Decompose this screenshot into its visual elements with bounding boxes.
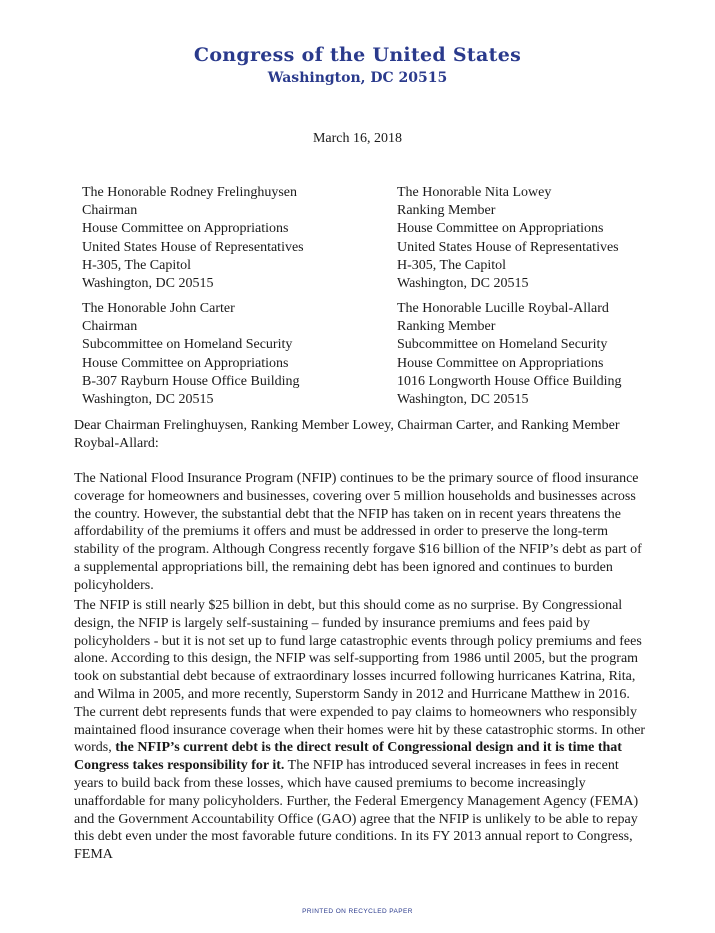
addressee-line: House Committee on Appropriations [82, 221, 289, 237]
addressee-name: The Honorable Lucille Roybal-Allard [397, 301, 609, 316]
addressee-line: Washington, DC 20515 [397, 276, 529, 292]
addressee-block [397, 300, 622, 409]
letterhead-location: Washington, DC 20515 [267, 70, 448, 86]
addressee-name: The Honorable John Carter [82, 301, 235, 316]
addressee-block [82, 184, 304, 293]
addressee-line: House Committee on Appropriations [397, 221, 604, 237]
addressee-line: House Committee on Appropriations [397, 355, 604, 371]
recycled-paper-notice: PRINTED ON RECYCLED PAPER [302, 908, 413, 915]
addressee-line: Chairman [82, 203, 138, 219]
paragraph-debt [74, 597, 646, 864]
addressee-line: Washington, DC 20515 [82, 392, 214, 408]
addressee-name: The Honorable Nita Lowey [397, 185, 552, 200]
addressee-line: United States House of Representatives [397, 239, 619, 255]
addressee-line: H-305, The Capitol [82, 257, 192, 273]
addressee-line: House Committee on Appropriations [82, 355, 289, 371]
addressee-line: Ranking Member [397, 319, 496, 335]
letterhead-title: Congress of the United States [193, 44, 522, 66]
paragraph-text: The NFIP has introduced several increases in fees in recent years to build back from these losses, which have caused premiums to become increasingly unaffordable for many policyholders. Further, the Federal Emergency Management Agency (FEMA) and the Government Accountability Office (GAO) agree that the NFIP is unlikely to be able to repay this debt even under the most favorable future conditions. In its FY 2013 annual report to Congress, FEMA [74, 758, 639, 863]
addressee-line: Subcommittee on Homeland Security [397, 337, 608, 353]
addressee-line: Subcommittee on Homeland Security [82, 337, 293, 353]
addressee-line: H-305, The Capitol [397, 257, 507, 273]
paragraph-text: The NFIP is still nearly $25 billion in debt, but this should come as no surprise. By Congressional design, the NFIP is largely self-sustaining – funded by insurance premiums and fees paid by policyholders - but it is not set up to fund large catastrophic events through policy premiums and fees alone. According to this design, the NFIP was self-supporting from 1986 until 2005, but the program took on substantial debt because of extraordinary losses incurred following hurricanes Katrina, Rita, and Wilma in 2005, and more recently, Superstorm Sandy in 2012 and Hurricane Matthew in 2016. The current debt represents funds that were expended to pay claims to homeowners who responsibly maintained flood insurance coverage when their homes were hit by these catastrophic storms. In other words, [74, 598, 646, 756]
addressee-line: 1016 Longworth House Office Building [397, 373, 622, 389]
paragraph-intro: The National Flood Insurance Program (NFIP) continues to be the primary source of flood insurance coverage for homeowners and businesses, covering over 5 million households and businesses across the country. However, the substantial debt that the NFIP has taken on in recent years threatens the affordability of the premiums it offers and must be addressed in order to preserve the long-term stability of the program. Although Congress recently forgave $16 billion of the NFIP’s debt as part of a supplemental appropriations bill, the remaining debt has been ignored and continues to burden policyholders. [74, 471, 642, 593]
addressee-line: Washington, DC 20515 [82, 276, 214, 292]
addressee-name: The Honorable Rodney Frelinghuysen [82, 185, 298, 200]
addressee-line: B-307 Rayburn House Office Building [82, 373, 300, 389]
addressee-block [397, 184, 619, 293]
salutation: Dear Chairman Frelinghuysen, Ranking Member Lowey, Chairman Carter, and Ranking Member Roybal-Allard: [74, 418, 620, 451]
addressee-line: Ranking Member [397, 203, 496, 219]
paragraph-emphasis: the NFIP’s current debt is the direct result of Congressional design and it is time that Congress takes responsibility for it. [74, 740, 622, 774]
letter-date: March 16, 2018 [312, 131, 403, 146]
addressee-block [82, 300, 300, 409]
addressee-line: United States House of Representatives [82, 239, 304, 255]
addressee-line: Washington, DC 20515 [397, 392, 529, 408]
addressee-line: Chairman [82, 319, 138, 335]
